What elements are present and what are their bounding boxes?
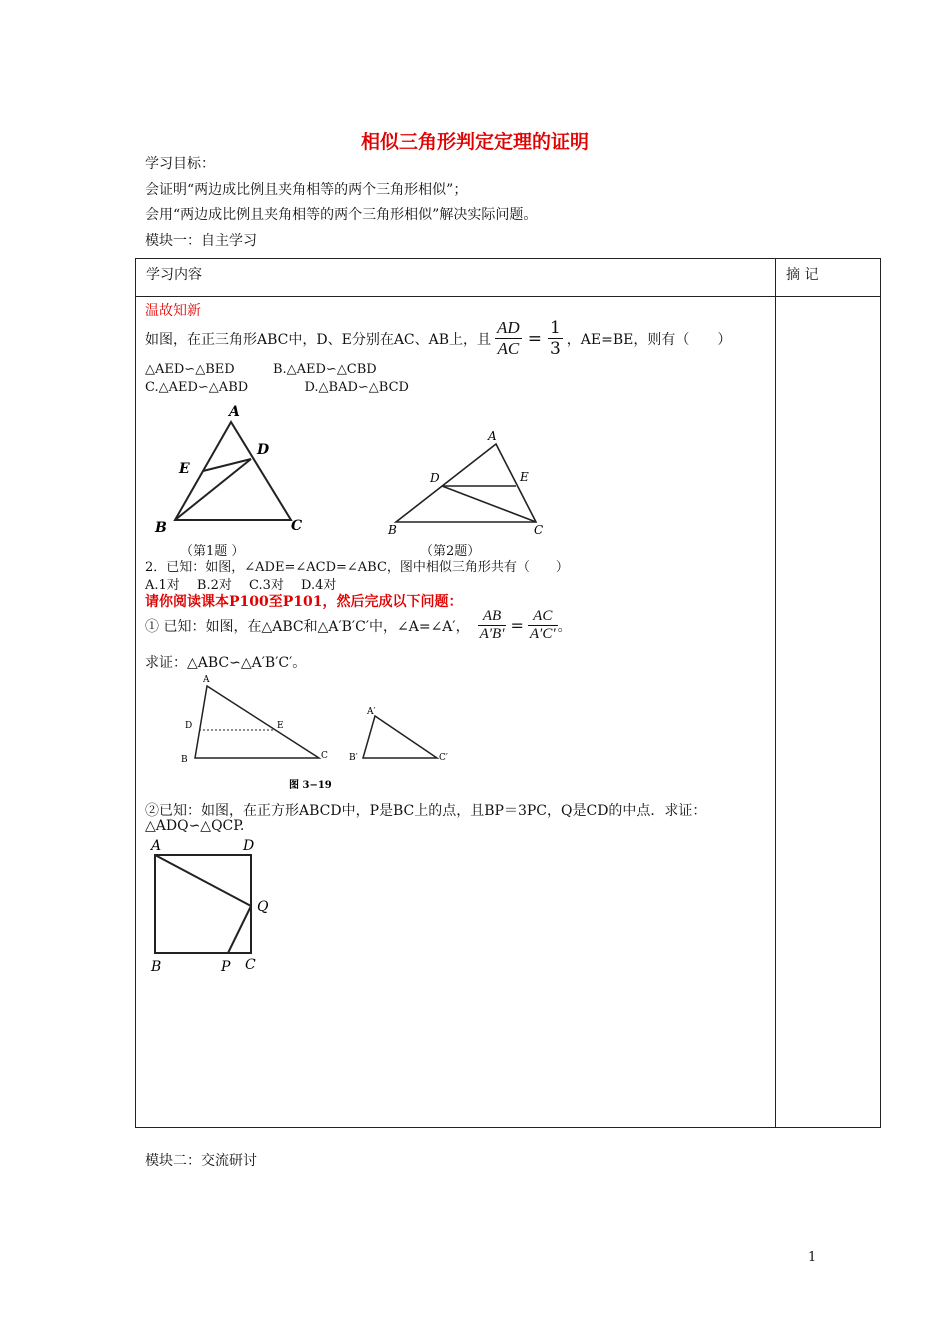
q1-frac-num: AD bbox=[497, 318, 520, 337]
fig3-label-a: A bbox=[203, 675, 210, 685]
fig4-label-a: A bbox=[151, 838, 162, 854]
p2-line-1: ②已知：如图，在正方形ABCD中，P是BC上的点，且BP＝3PC，Q是CD的中点．求证： bbox=[145, 803, 707, 819]
fig4-label-q: Q bbox=[257, 899, 269, 915]
figure-1-triangle bbox=[145, 400, 315, 540]
question-2-options: A.1对 B.2对 C.3对 D.4对 bbox=[145, 578, 337, 593]
fig2-label-b: B bbox=[388, 523, 397, 537]
fig4-label-p: P bbox=[221, 959, 231, 975]
problem-1 bbox=[145, 608, 572, 643]
fig1-label-a: A bbox=[229, 404, 240, 420]
fig1-label-e: E bbox=[179, 461, 190, 477]
fig2-label-a: A bbox=[488, 429, 497, 443]
fig2-caption: （第2题） bbox=[420, 544, 481, 559]
p1-tail: 。 bbox=[557, 618, 572, 635]
figure-3-triangles bbox=[175, 672, 465, 797]
fig4-label-c: C bbox=[245, 957, 256, 973]
fig3-caption: 图 3−19 bbox=[289, 780, 332, 791]
fig3-label-b-prime: B′ bbox=[349, 753, 358, 763]
q1-tail: ，AE=BE，则有（ ） bbox=[566, 331, 732, 348]
table-header-notes: 摘 记 bbox=[786, 267, 819, 283]
page-number: 1 bbox=[808, 1250, 817, 1265]
q1-options-row2 bbox=[145, 380, 409, 395]
fig2-label-d: D bbox=[430, 471, 440, 485]
reading-instruction: 请你阅读课本P100至P101，然后完成以下问题： bbox=[145, 594, 463, 610]
module2-heading: 模块二：交流研讨 bbox=[145, 1153, 257, 1169]
option-d: D.△BAD∽△BCD bbox=[304, 380, 409, 395]
q1-fraction bbox=[495, 318, 522, 359]
question-2: 2．已知：如图，∠ADE=∠ACD=∠ABC，图中相似三角形共有（ ） bbox=[145, 560, 569, 575]
p2-line-2: △ADQ∽△QCP. bbox=[145, 818, 245, 834]
fig1-label-c: C bbox=[291, 518, 303, 534]
fig2-label-e: E bbox=[520, 470, 529, 484]
fig2-label-c: C bbox=[534, 523, 544, 537]
option-b: B.△AED∽△CBD bbox=[272, 362, 377, 377]
q1-frac-den: AC bbox=[497, 339, 520, 358]
fig3-label-d: D bbox=[185, 721, 193, 731]
page-title: 相似三角形判定定理的证明 bbox=[360, 131, 589, 153]
figure-2-triangle bbox=[380, 428, 552, 540]
q1-options-row1 bbox=[145, 362, 377, 377]
fig3-label-a-prime: A′ bbox=[367, 707, 376, 717]
p1-frac-right-num: AC bbox=[528, 608, 558, 626]
q1-frac2-num: 1 bbox=[549, 318, 561, 338]
fig1-label-d: D bbox=[257, 442, 270, 458]
fig3-label-c: C bbox=[321, 751, 328, 761]
q1-fraction-2 bbox=[548, 318, 563, 359]
fig4-label-d: D bbox=[243, 838, 255, 854]
p1-fraction-left bbox=[478, 608, 507, 643]
table-header-content: 学习内容 bbox=[146, 267, 202, 283]
question-1 bbox=[145, 318, 731, 359]
fig3-label-e: E bbox=[277, 721, 284, 731]
p1-frac-right-den: A′C′ bbox=[529, 626, 556, 642]
p1-frac-left-num: AB bbox=[478, 608, 507, 626]
fig1-label-b: B bbox=[155, 520, 167, 536]
p1-eq: = bbox=[510, 616, 524, 635]
module1-heading: 模块一：自主学习 bbox=[145, 233, 257, 249]
option-a: △AED∽△BED bbox=[145, 362, 235, 377]
goals-heading: 学习目标： bbox=[145, 156, 215, 172]
q1-eq: = bbox=[527, 328, 542, 349]
p1-frac-left-den: A′B′ bbox=[479, 626, 505, 642]
fig4-label-b: B bbox=[151, 959, 162, 975]
option-c: C.△AED∽△ABD bbox=[145, 380, 249, 395]
fig3-label-c-prime: C′ bbox=[439, 753, 448, 763]
q1-text: 如图，在正三角形ABC中，D、E分别在AC、AB上，且 bbox=[145, 331, 492, 348]
fig1-caption: （第1题 ） bbox=[180, 544, 245, 559]
figure-4-square bbox=[145, 835, 277, 983]
p1-text: ① 已知：如图，在△ABC和△A′B′C′中，∠A=∠A′， bbox=[145, 618, 470, 635]
q1-frac2-den: 3 bbox=[549, 339, 561, 359]
review-heading: 温故知新 bbox=[145, 303, 201, 319]
fig3-label-b: B bbox=[181, 755, 188, 765]
goal-item-2: 会用“两边成比例且夹角相等的两个三角形相似”解决实际问题。 bbox=[145, 207, 538, 223]
p1-prove: 求证：△ABC∽△A′B′C′。 bbox=[145, 655, 307, 671]
goal-item-1: 会证明“两边成比例且夹角相等的两个三角形相似”； bbox=[145, 182, 468, 198]
p1-fraction-right bbox=[528, 608, 558, 643]
